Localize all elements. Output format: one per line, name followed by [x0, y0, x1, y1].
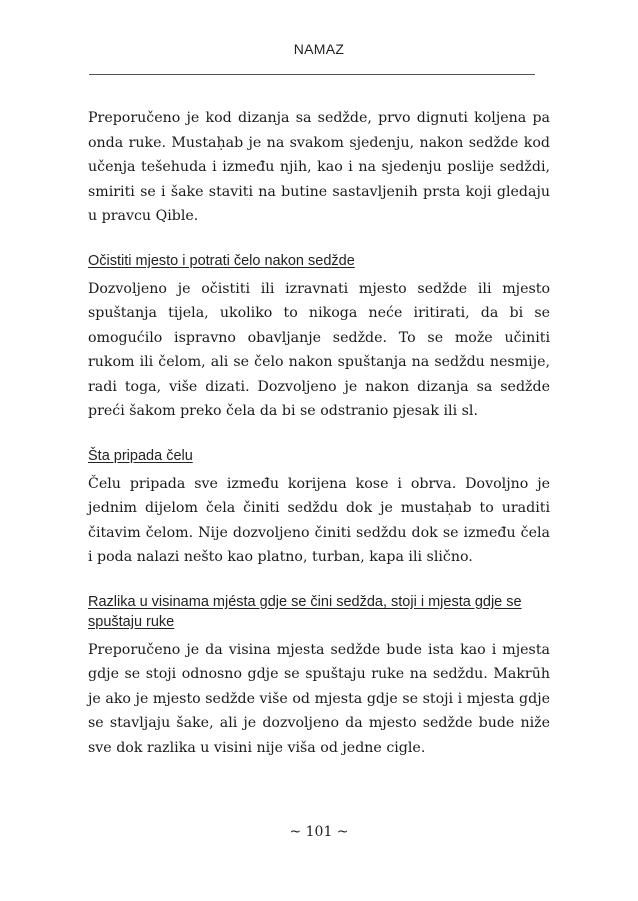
page-body: [88, 106, 550, 770]
section-paragraph-forehead: Čelu pripada sve između korijena kose i obrva. Dovoljno je jednim dijelom čela činiti sedždu dok je mustaḥab to uraditi čitavim čelom. Nije dozvoljeno činiti sedždu dok se između čela i poda nalazi nešto kao platno, turban, kapa ili slično.: [88, 475, 550, 565]
running-header: NAMAZ: [293, 41, 345, 57]
page-number: ~ 101 ~: [289, 824, 349, 840]
section-heading-cleaning: Očistiti mjesto i potrati čelo nakon sedžde: [88, 252, 355, 269]
section-paragraph-cleaning: Dozvoljeno je očistiti ili izravnati mjesto sedžde ili mjesto spuštanja tijela, ukoliko to nikoga neće iritirati, da bi se omogućilo ispravno obavljanje sedžde. To se može učiniti rukom ili čelom, ali se čelo nakon spuštanja na sedždu nesmije, radi toga, više dizati. Dozvoljeno je nakon dizanja sa sedžde preći šakom preko čela da bi se odstranio pjesak ili sl.: [88, 280, 550, 419]
intro-paragraph: Preporučeno je kod dizanja sa sedžde, prvo dignuti koljena pa onda ruke. Mustaḥab je na svakom sjedenju, nakon sedžde kod učenja tešehuda i između njih, kao i na sjedenju poslije sedždi, smiriti se i šake staviti na butine sastavljenih prsta koji gledaju u pravcu Qible.: [88, 110, 550, 224]
section-heading-forehead: Šta pripada čelu: [88, 447, 193, 464]
header-divider: [89, 74, 535, 75]
section-paragraph-heights: Preporučeno je da visina mjesta sedžde bude ista kao i mjesta gdje se stoji odnosno gdje se spuštaju ruke na sedždu. Makrūh je ako je mjesto sedžde više od mjesta gdje se stoji i mjesta gdje se stavljaju šake, ali je dozvoljeno da mjesto sedžde bude niže sve dok razlika u visini nije viša od jedne cigle.: [88, 641, 550, 756]
section-heading-heights: Razlika u visinama mjésta gdje se čini sedžda, stoji i mjesta gdje se spuštaju ruke: [88, 593, 522, 630]
